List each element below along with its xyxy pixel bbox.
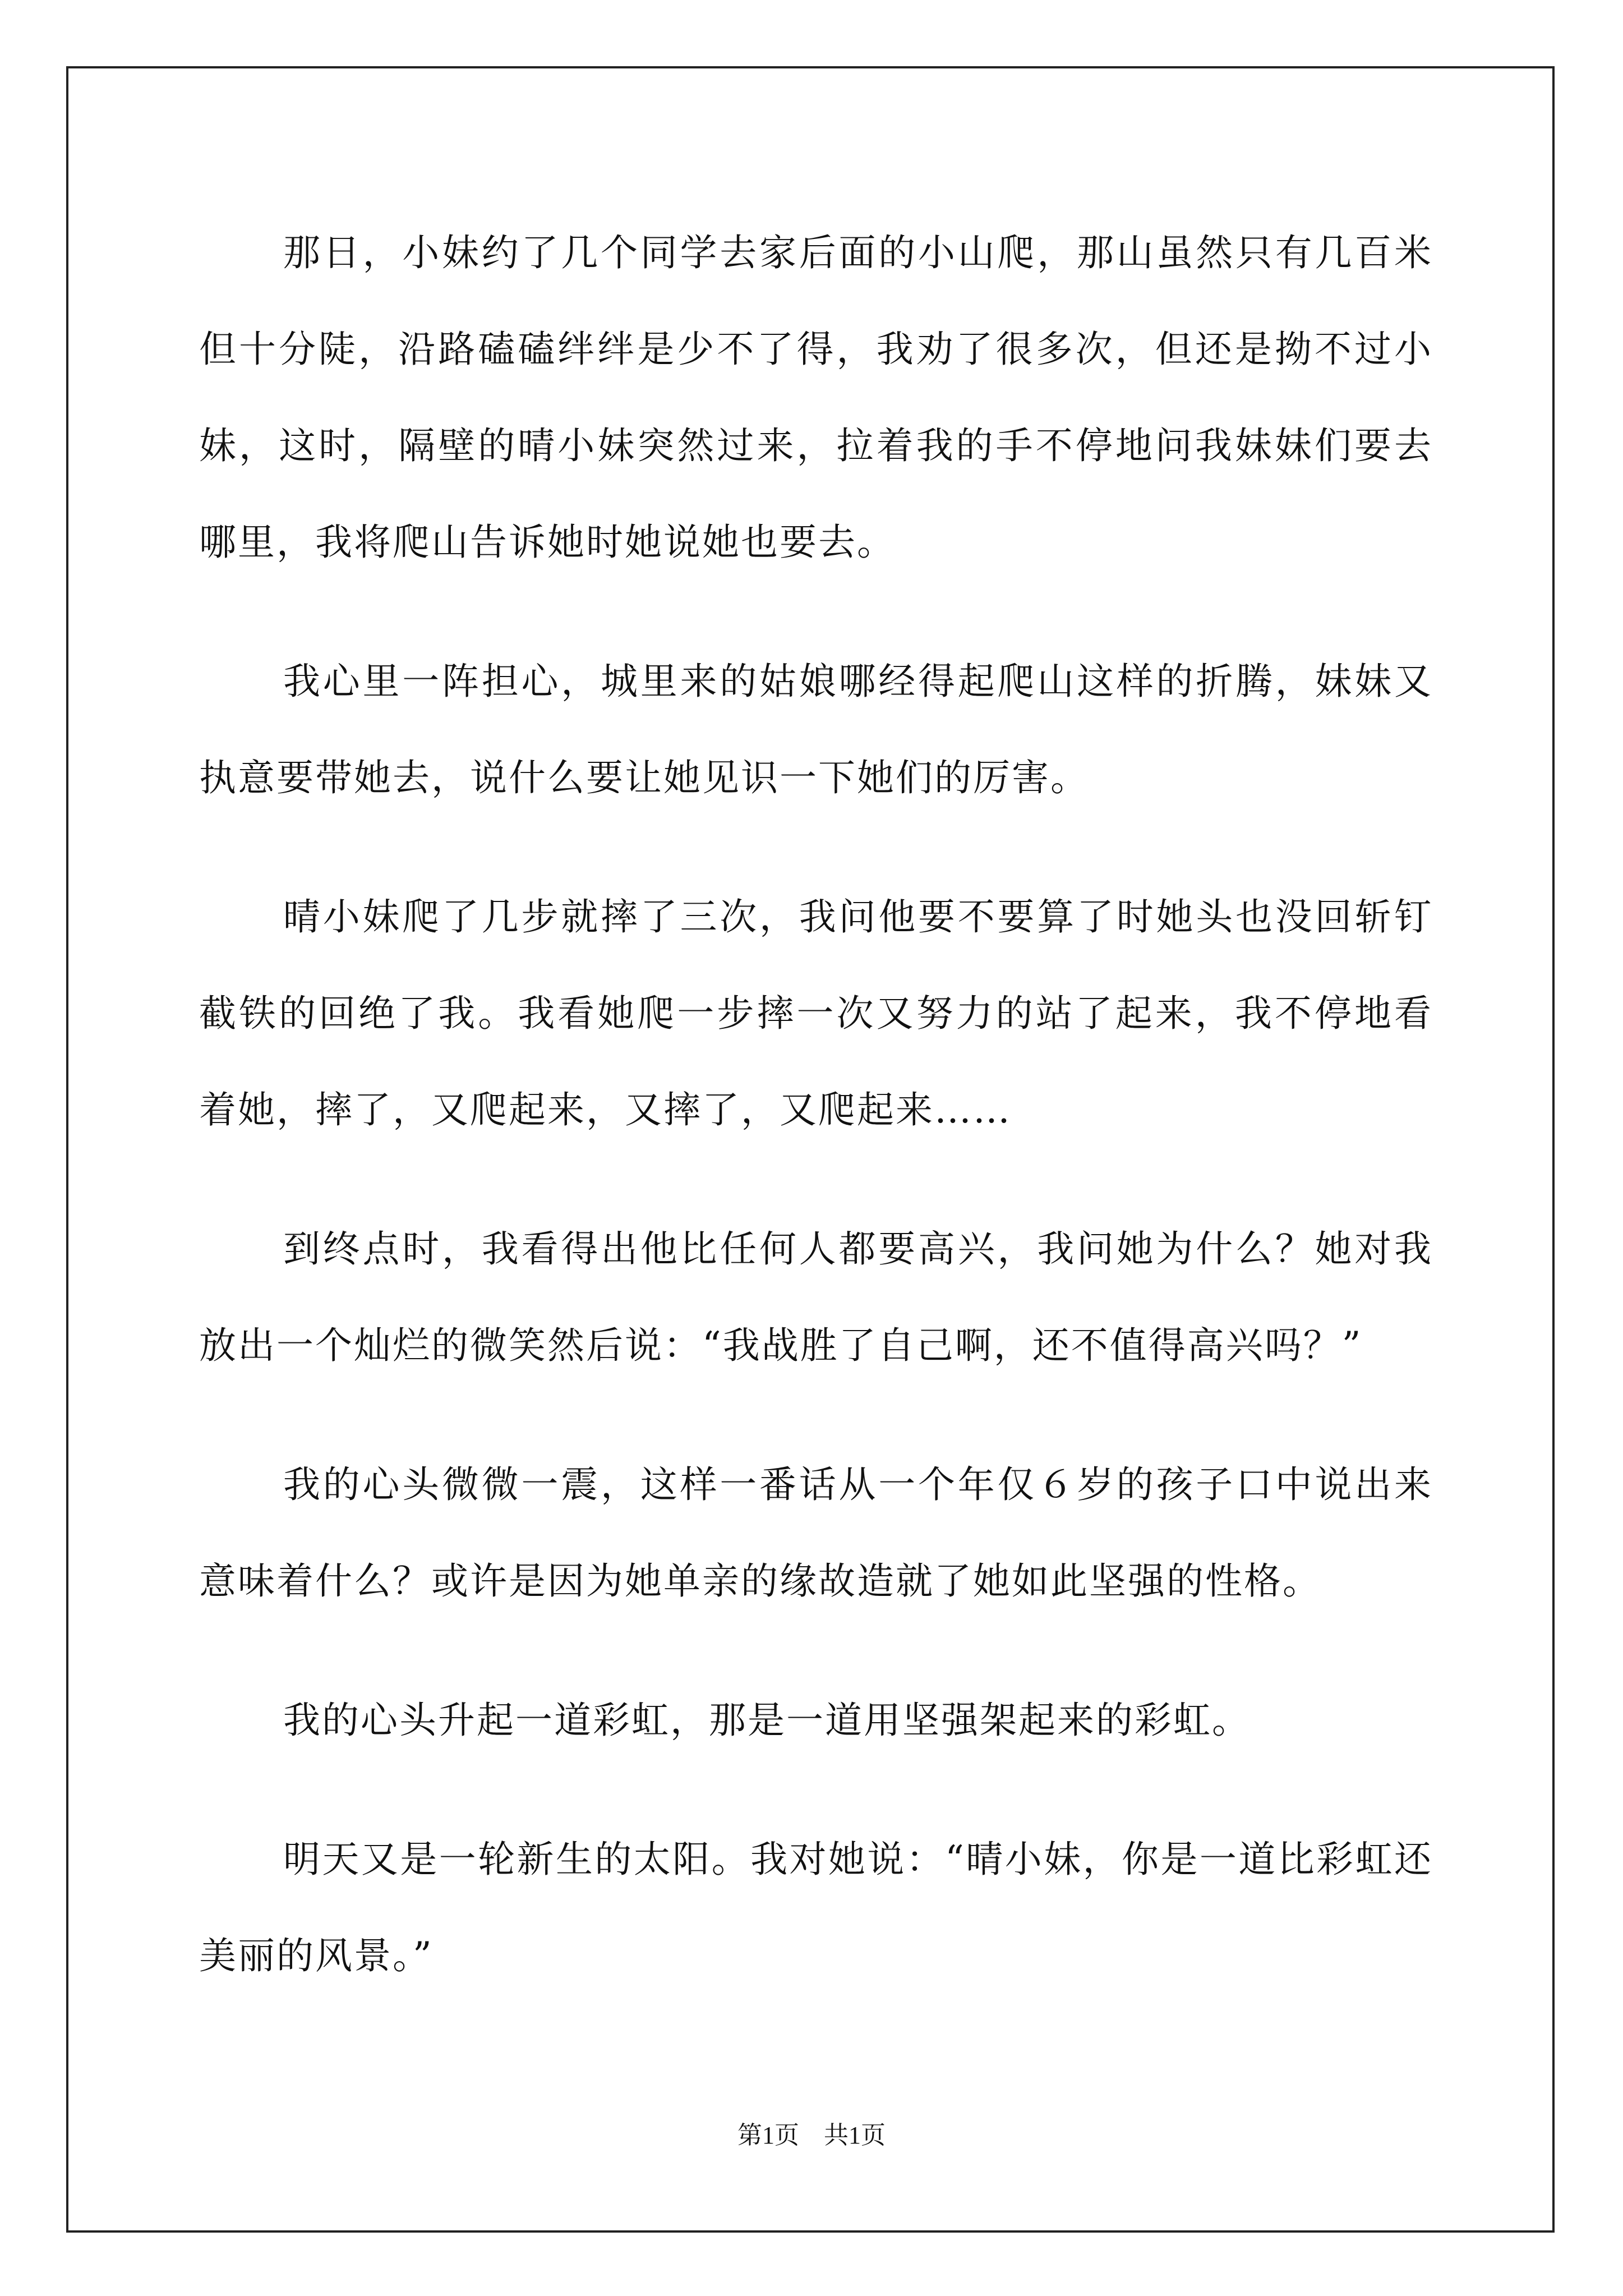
paragraph-1: 那日，小妹约了几个同学去家后面的小山爬，那山虽然只有几百米但十分陡，沿路磕磕绊绊是少不了得，我劝了很多次，但还是拗不过小妹，这时，隔壁的晴小妹突然过来，拉着我的手不停地问我妹妹们要去哪里，我将爬山告诉她时她说她也要去。: [199, 231, 1433, 564]
paragraph-2: 我心里一阵担心，城里来的姑娘哪经得起爬山这样的折腾，妹妹又执意要带她去，说什么要让她见识一下她们的厉害。: [199, 660, 1433, 799]
paragraph-3: 晴小妹爬了几步就摔了三次，我问他要不要算了时她头也没回斩钉截铁的回绝了我。我看她爬一步摔一次又努力的站了起来，我不停地看着她，摔了，又爬起来，又摔了，又爬起来……: [199, 895, 1433, 1131]
paragraph-5: 我的心头微微一震，这样一番话从一个年仅６岁的孩子口中说出来意味着什么？或许是因为她单亲的缘故造就了她如此坚强的性格。: [199, 1463, 1433, 1603]
paragraph-6: 我的心头升起一道彩虹，那是一道用坚强架起来的彩虹。: [283, 1699, 1251, 1742]
page-footer: [0, 2115, 1623, 2151]
paragraph-7: 明天又是一轮新生的太阳。我对她说：“晴小妹，你是一道比彩虹还美丽的风景。”: [199, 1838, 1433, 1977]
paragraph-4: 到终点时，我看得出他比任何人都要高兴，我问她为什么？她对我放出一个灿烂的微笑然后说：“我战胜了自己啊，还不值得高兴吗？”: [199, 1227, 1433, 1367]
document-body: [199, 205, 1433, 2047]
page-total-label: 共1页: [824, 2122, 886, 2149]
page-number-label: 第1页: [737, 2122, 799, 2149]
